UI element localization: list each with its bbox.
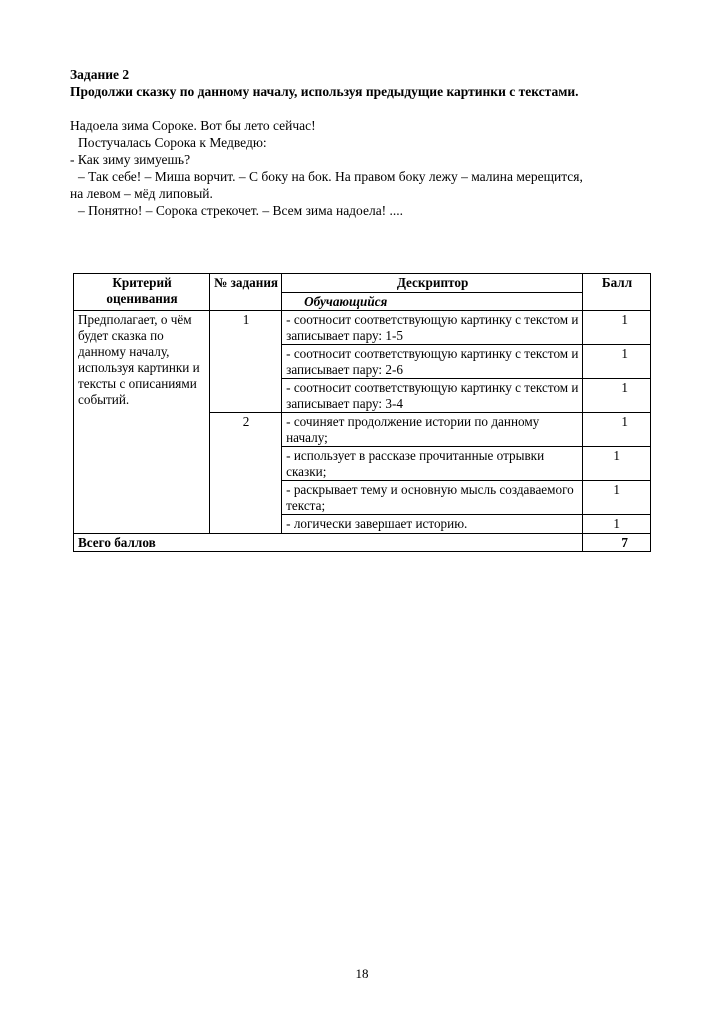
header-descriptor-sub: Обучающийся [282, 292, 583, 311]
story-line: - Как зиму зимуешь? [70, 152, 191, 167]
score-cell: 1 [582, 413, 650, 447]
descriptor-cell: - сочиняет продолжение истории по данному началу; [282, 413, 583, 447]
story-line: Постучалась Сорока к Медведю: [78, 135, 267, 150]
task-title: Задание 2 [70, 67, 130, 82]
total-row [74, 533, 651, 552]
score-cell: 1 [582, 447, 650, 481]
descriptor-cell: - соотносит соответствующую картинку с текстом и записывает пару: 2-6 [282, 345, 583, 379]
score-cell: 1 [582, 311, 650, 345]
page-content [70, 66, 660, 219]
descriptor-cell: - логически завершает историю. [282, 515, 583, 534]
descriptor-cell: - соотносит соответствующую картинку с текстом и записывает пару: 1-5 [282, 311, 583, 345]
task-number-cell: 1 [210, 311, 282, 413]
criterion-cell: Предполагает, о чём будет сказка по данному началу, используя картинки и тексты с описаниями событий. [74, 311, 210, 534]
story-text [70, 117, 660, 219]
table-row [74, 311, 651, 345]
page-number: 18 [355, 966, 369, 981]
score-cell: 1 [582, 481, 650, 515]
score-cell: 1 [582, 515, 650, 534]
story-line: – Понятно! – Сорока стрекочет. – Всем зима надоела! .... [78, 203, 404, 218]
story-line: на левом – мёд липовый. [70, 186, 213, 201]
total-label: Всего баллов [74, 533, 583, 552]
rubric-header-row [74, 274, 651, 293]
story-line: – Так себе! – Миша ворчит. – С боку на бок. На правом боку лежу – малина мерещится, [78, 169, 583, 184]
descriptor-cell: - раскрывает тему и основную мысль создаваемого текста; [282, 481, 583, 515]
rubric-table [73, 273, 651, 552]
task-number-cell: 2 [210, 413, 282, 534]
descriptor-cell: - использует в рассказе прочитанные отрывки сказки; [282, 447, 583, 481]
score-cell: 1 [582, 345, 650, 379]
header-score: Балл [582, 274, 650, 311]
total-score: 7 [582, 533, 650, 552]
task-instruction: Продолжи сказку по данному началу, используя предыдущие картинки с текстами. [70, 84, 579, 99]
header-criterion: Критерий оценивания [74, 274, 210, 311]
score-cell: 1 [582, 379, 650, 413]
header-descriptor: Дескриптор [282, 274, 583, 293]
header-task-number: № задания [210, 274, 282, 311]
descriptor-cell: - соотносит соответствующую картинку с текстом и записывает пару: 3-4 [282, 379, 583, 413]
story-line: Надоела зима Сороке. Вот бы лето сейчас! [70, 118, 316, 133]
